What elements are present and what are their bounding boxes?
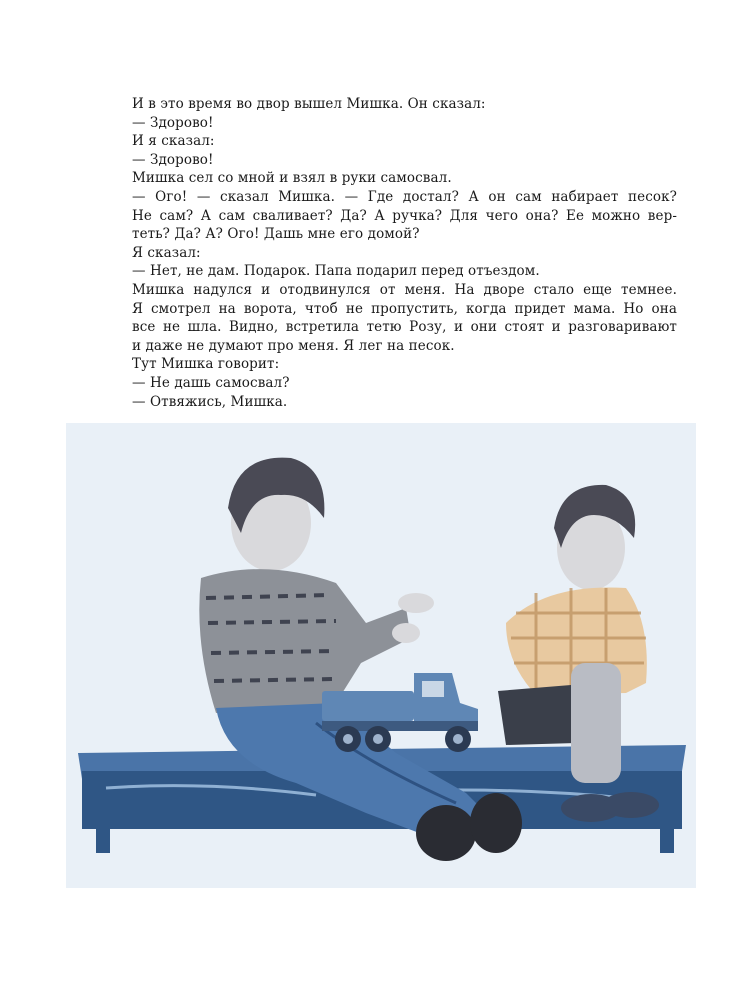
text-line: — Отвяжись, Мишка. <box>132 393 288 410</box>
text-line: Тут Мишка говорит: <box>132 356 280 373</box>
illustration-two-boys-on-bench <box>66 423 696 888</box>
text-line: И в это время во двор вышел Мишка. Он сказал: <box>132 96 486 112</box>
text-line: — Здорово! <box>132 114 214 131</box>
text-line: Мишка сел со мной и взял в руки самосвал. <box>132 170 452 187</box>
text-line: И я сказал: <box>132 133 215 150</box>
illustration-svg <box>66 423 696 888</box>
story-text <box>132 95 677 411</box>
text-line: Я смотрел на ворота, чтоб не пропустить, когда придет мама. Но она <box>132 300 677 317</box>
text-line: теть? Да? А? Ого! Дашь мне его домой? <box>132 226 420 243</box>
text-line: Я сказал: <box>132 244 201 261</box>
text-line: Мишка надулся и отодвинулся от меня. На дворе стало еще темнее. <box>132 281 677 298</box>
text-line: и даже не думают про меня. Я лег на песок. <box>132 337 455 354</box>
text-line: Не сам? А сам сваливает? Да? А ручка? Для чего она? Ее можно вер- <box>132 207 677 224</box>
text-line: — Не дашь самосвал? <box>132 374 290 391</box>
text-line: — Нет, не дам. Подарок. Папа подарил перед отъездом. <box>132 263 540 280</box>
text-line: все не шла. Видно, встретила тетю Розу, и они стоят и разговаривают <box>132 319 677 336</box>
text-line: — Ого! — сказал Мишка. — Где достал? А он сам набирает песок? <box>132 188 677 205</box>
text-line: — Здорово! <box>132 151 214 168</box>
